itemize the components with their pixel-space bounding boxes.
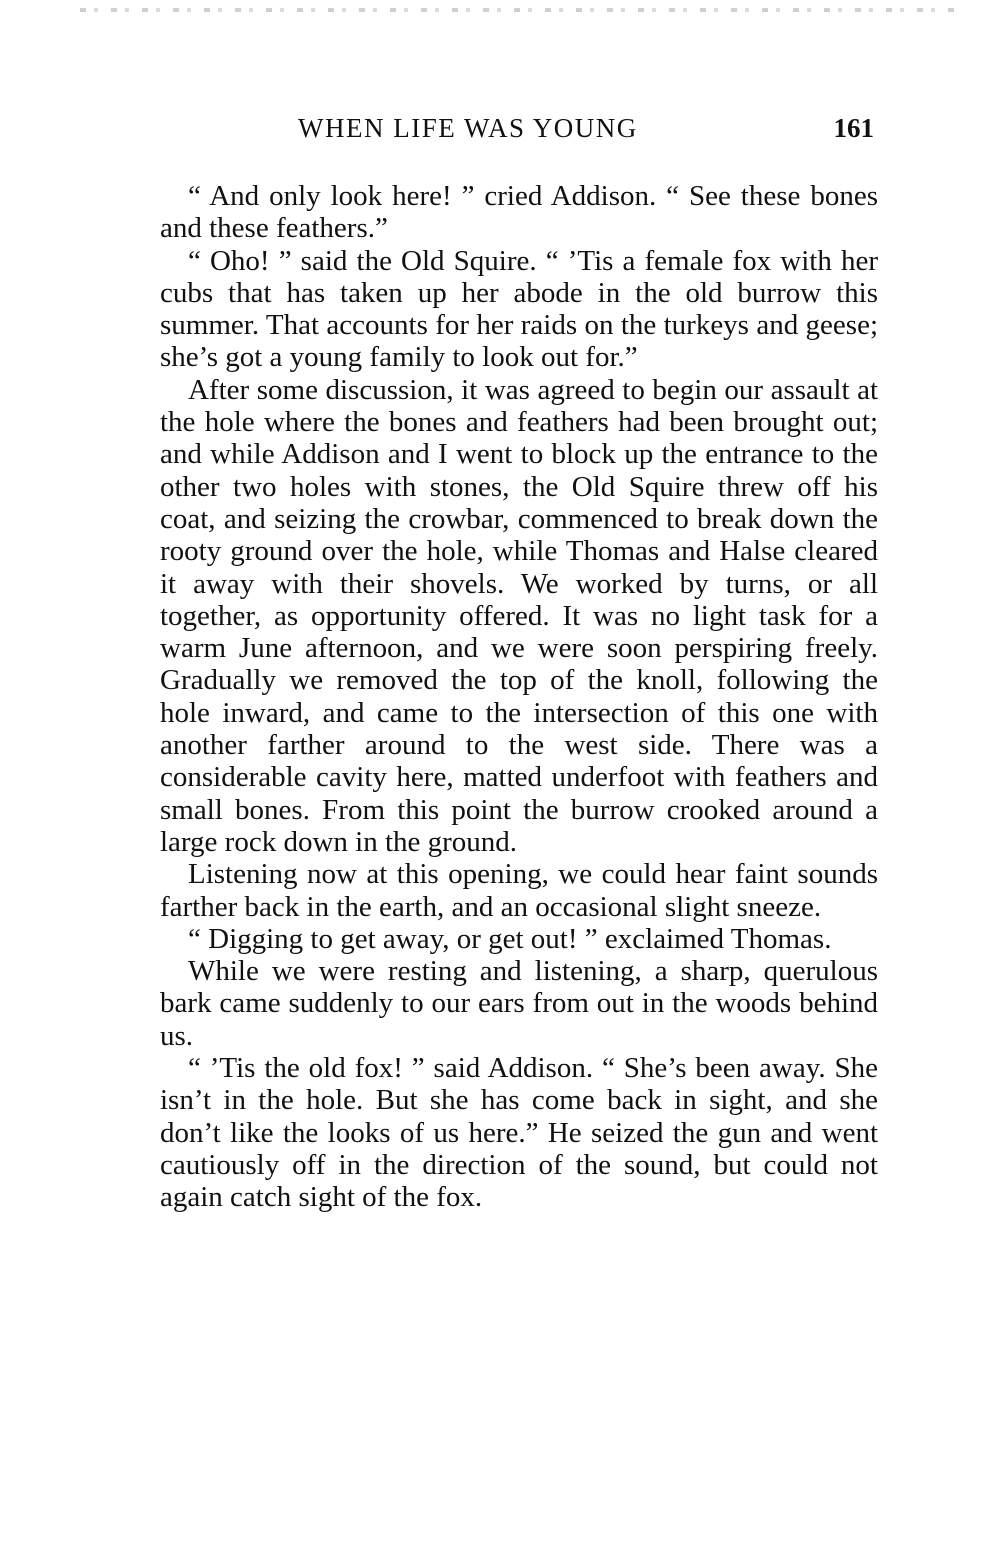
paragraph: “ Oho! ” said the Old Squire. “ ’Tis a female fox with her cubs that has taken up her abode in the old burrow this summer. That accounts for her raids on the turkeys and geese; she’s got a young family to look out for.” [160, 244, 878, 374]
running-header [160, 108, 878, 148]
paragraph: “ ’Tis the old fox! ” said Addison. “ She’s been away. She isn’t in the hole. But she has come back in sight, and she don’t like the looks of us here.” He seized the gun and went cautiously off in the direction of the sound, but could not again catch sight of the fox. [160, 1052, 878, 1214]
paragraph: After some discussion, it was agreed to begin our assault at the hole where the bones and feathers had been brought out; and while Addison and I went to block up the entrance to the other two holes with stones, the Old Squire threw off his coat, and seizing the crowbar, commenced to break down the rooty ground over the hole, while Thomas and Halse cleared it away with their shovels. We worked by turns, or all together, as opportunity offered. It was no light task for a warm June afternoon, and we were soon perspiring freely. Gradually we removed the top of the knoll, following the hole inward, and came to the intersection of this one with another farther around to the west side. There was a considerable cavity here, matted underfoot with feathers and small bones. From this point the burrow crooked around a large rock down in the ground. [160, 373, 878, 858]
page-number: 161 [833, 113, 874, 143]
paragraph: “ Digging to get away, or get out! ” exclaimed Thomas. [188, 922, 832, 955]
body-text [160, 180, 878, 1214]
running-title: WHEN LIFE WAS YOUNG [298, 113, 638, 143]
scan-artifact-line [80, 8, 960, 12]
paragraph: “ And only look here! ” cried Addison. “ See these bones and these feathers.” [160, 180, 878, 245]
paragraph: Listening now at this opening, we could hear faint sounds farther back in the earth, and an occasional slight sneeze. [160, 858, 878, 923]
paragraph: While we were resting and listening, a sharp, querulous bark came suddenly to our ears from out in the woods behind us. [160, 955, 878, 1052]
